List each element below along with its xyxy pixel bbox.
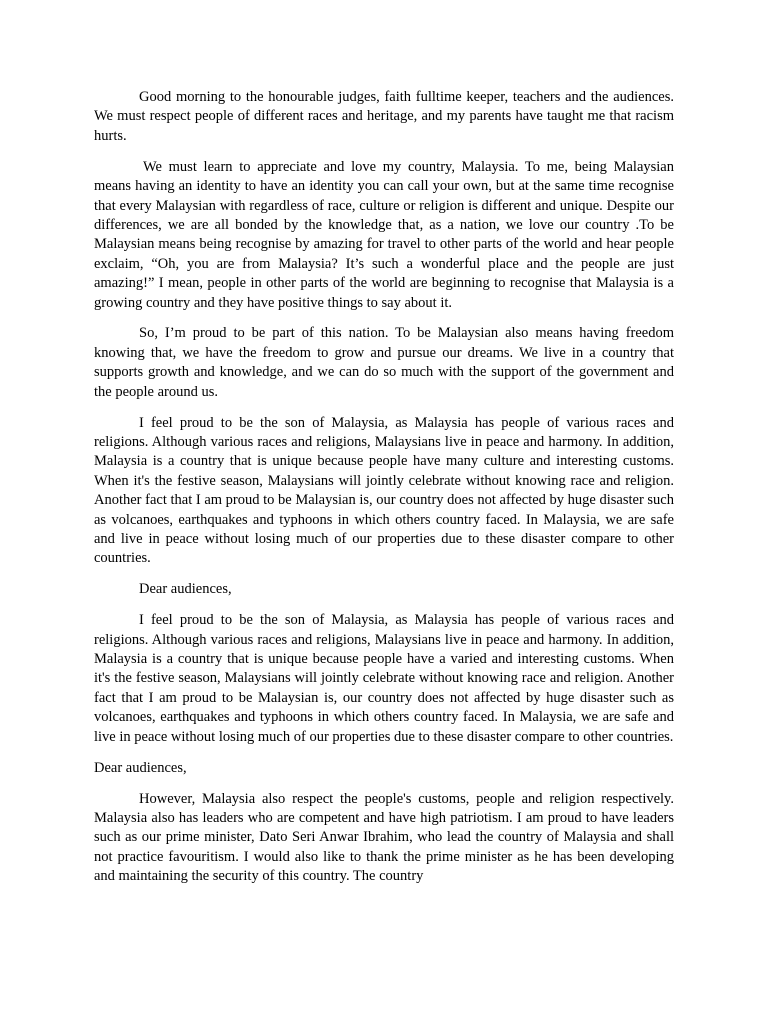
document-page (94, 88, 674, 898)
paragraph-appreciate-country: We must learn to appreciate and love my country, Malaysia. To me, being Malaysian means having an identity to have an identity you can call your own, but at the same time recognise that every Malaysian with regardless of race, culture or religion is different and unique. Despite our differences, we are all bonded by the knowledge that, as a nation, we love our country .To be Malaysian means being recognise by amazing for travel to other parts of the world and hear people exclaim, “Oh, you are from Malaysia? It’s such a wonderful place and the people are just amazing!” I mean, people in other parts of the world are beginning to recognise that Malaysia is a growing country and they have positive things to say about it. (94, 158, 674, 311)
paragraph-proud-nation: So, I’m proud to be part of this nation. To be Malaysian also means having freedom knowing that, we have the freedom to grow and pursue our dreams. We live in a country that supports growth and knowledge, and we can do so much with the support of the government and the people around us. (94, 325, 674, 400)
paragraph-greeting: Good morning to the honourable judges, faith fulltime keeper, teachers and the audiences. We must respect people of different races and heritage, and my parents have taught me that racism hurts. (94, 89, 674, 144)
paragraph-leaders: However, Malaysia also respect the people's customs, people and religion respectively. Malaysia also has leaders who are competent and have high patriotism. I am proud to have leaders such as our prime minister, Dato Seri Anwar Ibrahim, who lead the country of Malaysia and shall not practice favouritism. I would also like to thank the prime minister as he has been developing and maintaining the security of this country. The country (94, 790, 674, 885)
paragraph-son-of-malaysia-repeat: I feel proud to be the son of Malaysia, as Malaysia has people of various races and religions. Although various races and religions, Malaysians live in peace and harmony. In addition, Malaysia is a country that is unique because people have a varied and interesting customs. When it's the festive season, Malaysians will jointly celebrate without knowing race and religion. Another fact that I am proud to be Malaysian is, our country does not affected by huge disaster such as volcanoes, earthquakes and typhoons in which others country faced. In Malaysia, we are safe and live in peace without losing much of our properties due to these disaster compare to other countries. (94, 612, 674, 745)
paragraph-dear-audiences: Dear audiences, (139, 581, 232, 598)
paragraph-son-of-malaysia: I feel proud to be the son of Malaysia, as Malaysia has people of various races and religions. Although various races and religions, Malaysians live in peace and harmony. In addition, Malaysia is a country that is unique because people have many culture and interesting customs. When it's the festive season, Malaysians will jointly celebrate without knowing race and religion. Another fact that I am proud to be Malaysian is, our country does not affected by huge disaster such as volcanoes, earthquakes and typhoons in which others country faced. In Malaysia, we are safe and live in peace without losing much of our properties due to these disaster compare to other countries. (94, 414, 674, 567)
paragraph-dear-audiences-2: Dear audiences, (94, 759, 187, 776)
